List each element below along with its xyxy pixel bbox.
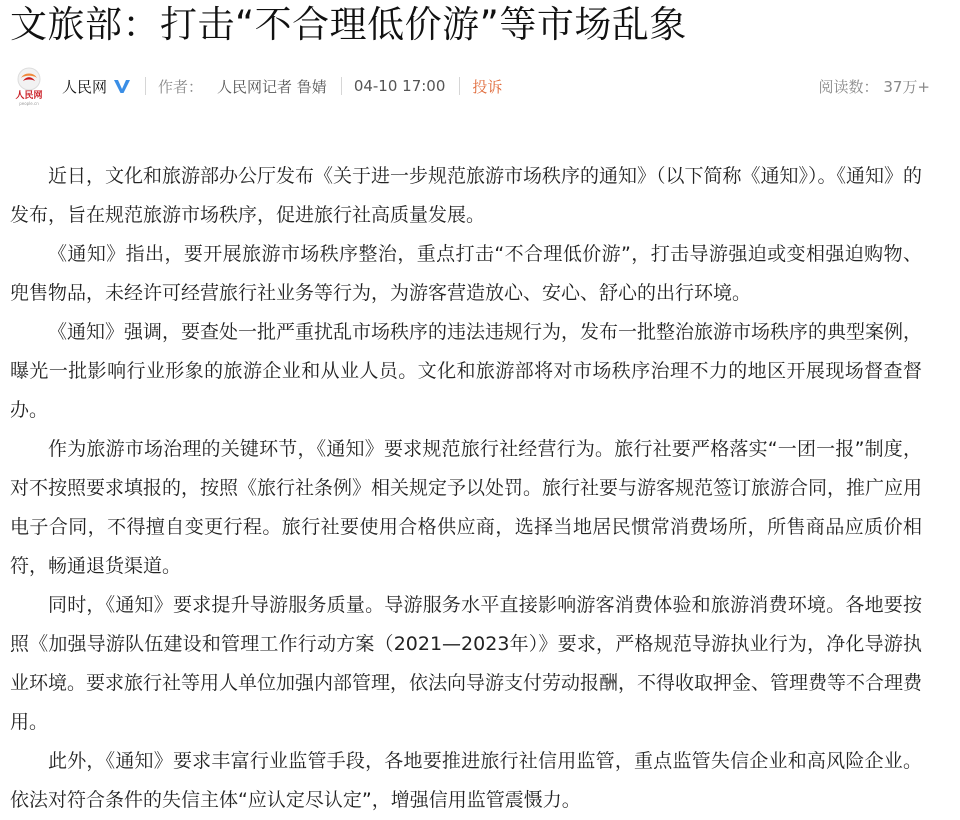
author-name: 人民网记者 鲁婧 (217, 77, 327, 96)
article-paragraph: 《通知》指出，要开展旅游市场秩序整治，重点打击“不合理低价游”，打击导游强迫或变相强迫购物、兜售物品，未经许可经营旅行社业务等行为，为游客营造放心、安心、舒心的出行环境。 (10, 243, 922, 304)
source-name[interactable]: 人民网 (62, 77, 108, 96)
people-daily-logo-icon (10, 66, 48, 106)
meta-divider (459, 77, 460, 95)
article-paragraph: 《通知》强调，要查处一批严重扰乱市场秩序的违法违规行为，发布一批整治旅游市场秩序的典型案例，曝光一批影响行业形象的旅游企业和从业人员。文化和旅游部将对市场秩序治理不力的地区开展现场督查督办。 (10, 321, 923, 421)
article-paragraph: 同时，《通知》要求提升导游服务质量。导游服务水平直接影响游客消费体验和旅游消费环境。各地要按照《加强导游队伍建设和管理工作行动方案（2021—2023年）》要求，严格规范导游执业行为，净化导游执业环境。要求旅行社等用人单位加强内部管理，依法向导游支付劳动报酬，不得收取押金、管理费等不合理费用。 (10, 594, 923, 733)
article-paragraph: 近日，文化和旅游部办公厅发布《关于进一步规范旅游市场秩序的通知》（以下简称《通知》）。《通知》的发布，旨在规范旅游市场秩序，促进旅行社高质量发展。 (10, 165, 923, 226)
article-body (10, 157, 922, 820)
meta-divider (341, 77, 342, 95)
article-title: 文旅部：打击“不合理低价游”等市场乱象 (10, 3, 687, 46)
verified-v-icon (113, 78, 131, 94)
read-count-value: 37万+ (883, 77, 930, 96)
meta-divider (145, 77, 146, 95)
author-label: 作者： (158, 77, 204, 96)
article-paragraph: 作为旅游市场治理的关键环节，《通知》要求规范旅行社经营行为。旅行社要严格落实“一团一报”制度，对不按照要求填报的，按照《旅行社条例》相关规定予以处罚。旅行社要与游客规范签订旅游合同，推广应用电子合同，不得擅自变更行程。旅行社要使用合格供应商，选择当地居民惯常消费场所，所售商品应质价相符，畅通退货渠道。 (10, 438, 923, 577)
read-count-label: 阅读数： (818, 77, 879, 96)
svg-text:人民网: 人民网 (15, 91, 43, 101)
article-meta-bar (10, 64, 930, 108)
read-count (819, 76, 930, 97)
article-paragraph: 此外，《通知》要求丰富行业监管手段，各地要推进旅行社信用监管，重点监管失信企业和高风险企业。依法对符合条件的失信主体“应认定尽认定”，增强信用监管震慑力。 (10, 750, 922, 811)
publish-datetime: 04-10 17:00 (353, 77, 446, 95)
complaint-link[interactable]: 投诉 (472, 77, 503, 96)
svg-text:people.cn: people.cn (19, 101, 39, 106)
source-logo[interactable] (10, 66, 48, 106)
